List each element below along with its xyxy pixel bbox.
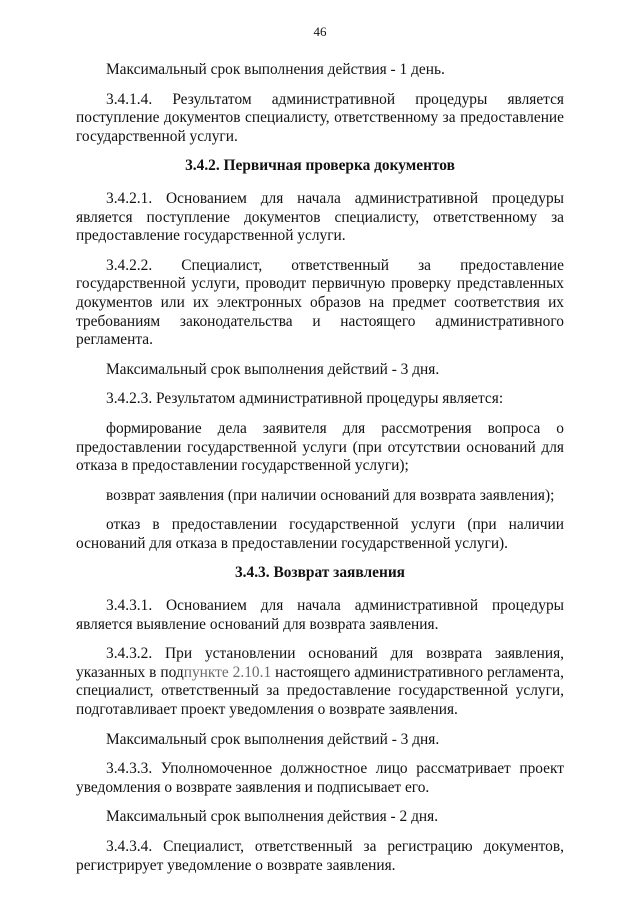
paragraph: 3.4.2.2. Специалист, ответственный за предоставление государственной услуги, проводит первичную проверку представленных документов или их электронных образов на предмет соответствия их требованиям законодательства и настоящего административного регламента. xyxy=(76,256,564,349)
document-body xyxy=(76,61,564,886)
cross-reference-link[interactable]: пункте 2.10.1 xyxy=(183,663,272,681)
paragraph: Максимальный срок выполнения действия - 2 дня. xyxy=(106,808,439,826)
paragraph: 3.4.3.1. Основанием для начала административной процедуры является выявление оснований для возврата заявления. xyxy=(76,597,564,633)
paragraph-text: настоящего административного регламента, специалист, ответственный за предоставление государственной услуги, подготавливает проект уведомления о возврате заявления. xyxy=(76,663,564,719)
list-paragraph: возврат заявления (при наличии оснований для возврата заявления); xyxy=(106,486,555,504)
paragraph: 3.4.3.3. Уполномоченное должностное лицо рассматривает проект уведомления о возврате заявления и подписывает его. xyxy=(76,760,564,796)
paragraph: 3.4.2.3. Результатом административной процедуры является: xyxy=(106,390,504,408)
paragraph: 3.4.3.4. Специалист, ответственный за регистрацию документов, регистрирует уведомление о возврате заявления. xyxy=(76,838,564,874)
paragraph: Максимальный срок выполнения действий - 3 дня. xyxy=(106,360,440,378)
paragraph xyxy=(76,645,564,719)
paragraph: 3.4.2.1. Основанием для начала административной процедуры является поступление документов специалисту, ответственному за предоставление государственной услуги. xyxy=(76,189,564,245)
page-number: 46 xyxy=(313,24,327,39)
paragraph: Максимальный срок выполнения действия - 1 день. xyxy=(106,61,445,78)
section-heading: 3.4.2. Первичная проверка документов xyxy=(185,157,455,175)
paragraph-text: 3.4.3.2. При установлении оснований для возврата заявления, указанных в под xyxy=(76,645,564,681)
paragraph: 3.4.1.4. Результатом административной процедуры является поступление документов специалисту, ответственному за предоставление государственной услуги. xyxy=(76,90,564,145)
paragraph: Максимальный срок выполнения действий - 3 дня. xyxy=(106,730,440,748)
section-heading: 3.4.3. Возврат заявления xyxy=(234,564,406,582)
list-paragraph: формирование дела заявителя для рассмотрения вопроса о предоставлении государственной услуги (при отсутствии оснований для отказа в предоставлении государственной услуги); xyxy=(76,419,564,475)
list-paragraph: отказ в предоставлении государственной услуги (при наличии оснований для отказа в предоставлении государственной услуги). xyxy=(76,516,564,552)
